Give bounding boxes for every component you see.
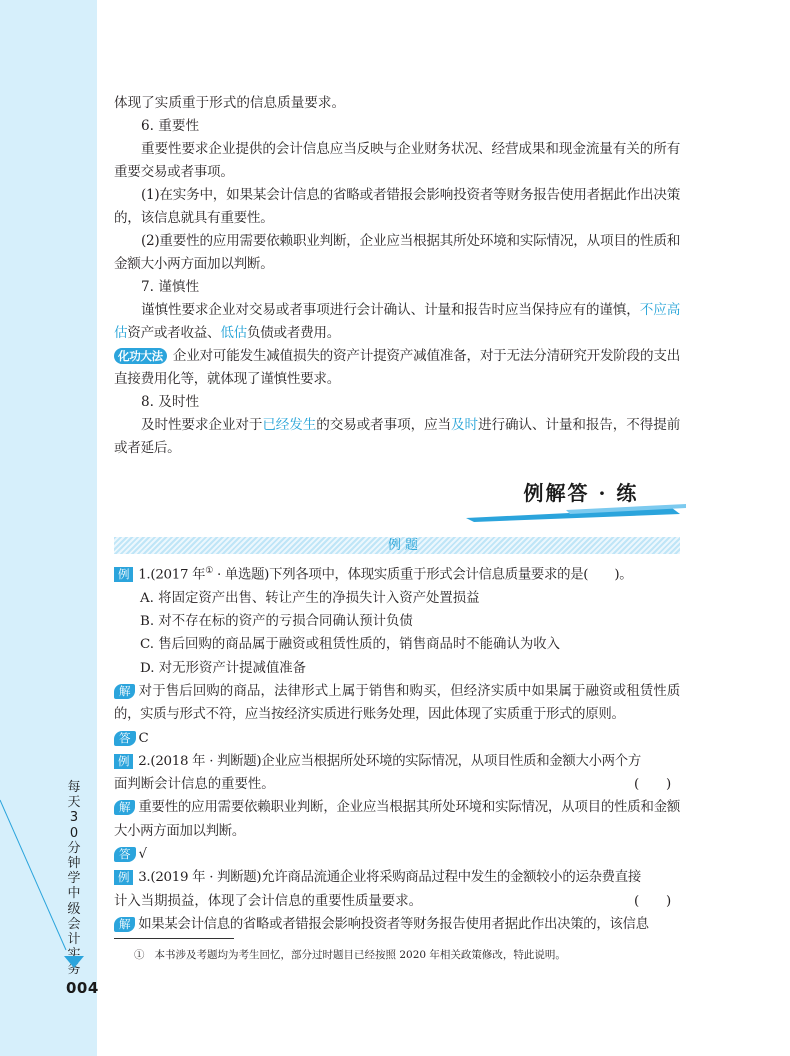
example-tag: 例	[114, 870, 133, 885]
heading-importance: 6. 重要性	[141, 118, 200, 134]
footnote-mark: ①	[134, 949, 145, 961]
example-tag: 例	[114, 754, 133, 769]
footnote	[134, 947, 694, 963]
text: 进行确认、计量和报告，不得提前或者延后。	[114, 417, 680, 456]
question-2-cont	[114, 773, 680, 796]
text: 负债或者费用。	[246, 325, 341, 341]
paragraph: (1)在实务中，如果某会计信息的省略或者错报会影响投资者等财务报告使用者据此作出决策的，该信息就具有重要性。	[114, 187, 680, 226]
paragraph: (2)重要性的应用需要依赖职业判断，企业应当根据其所处环境和实际情况，从项目的性质和金额大小两方面加以判断。	[114, 233, 680, 272]
answer-parentheses: ( )	[634, 893, 672, 909]
footnote-text: 本书涉及考题均为考生回忆，部分过时题目已经按照 2020 年相关政策修改，特此说明。	[154, 949, 566, 961]
question-number: 2.	[138, 753, 151, 769]
question-2	[114, 750, 680, 773]
highlight-text: 已经发生	[262, 417, 317, 433]
text: 资产或者收益、	[127, 325, 221, 341]
question-stem: 计入当期损益，体现了会计信息的重要性质量要求。	[114, 893, 422, 909]
answer-parentheses: ( )	[634, 777, 672, 793]
question-source: · 单选题)	[213, 567, 270, 583]
page-number: 004	[66, 979, 99, 997]
question-stem: 面判断会计信息的重要性。	[114, 777, 275, 793]
answer-value: C	[138, 730, 149, 746]
example-tag: 例	[114, 567, 133, 582]
explanation-text: 如果某会计信息的省略或者错报会影响投资者等财务报告使用者据此作出决策的，该信息	[138, 916, 649, 932]
tip-paragraph	[114, 345, 680, 391]
answer-tag: 答	[114, 731, 136, 746]
heading-prudence: 7. 谨慎性	[141, 279, 200, 295]
triangle-down-icon	[64, 956, 84, 968]
explanation	[114, 913, 680, 936]
explanation	[114, 796, 680, 843]
book-title-vertical: 每天30分钟学中级会计实务	[67, 780, 81, 978]
section-label: 例 题	[387, 538, 419, 553]
explanation-text: 重要性的应用需要依赖职业判断，企业应当根据其所处环境和实际情况，从项目的性质和金额大小两方面加以判断。	[114, 800, 680, 839]
heading-timeliness: 8. 及时性	[141, 394, 200, 410]
text: 及时性要求企业对于	[141, 417, 263, 433]
question-3-cont	[114, 890, 680, 913]
section-banner-title: 例解答 · 练	[523, 481, 639, 505]
paragraph: 体现了实质重于形式的信息质量要求。	[114, 95, 346, 111]
paragraph	[114, 414, 680, 460]
answer-value: √	[138, 847, 148, 863]
explanation-text: 对于售后回购的商品，法律形式上属于销售和购买，但经济实质中如果属于融资或租赁性质的，实质与形式不符，应当按经济实质进行账务处理，因此体现了实质重于形式的原则。	[114, 683, 680, 723]
question-3	[114, 866, 680, 889]
footnote-rule	[114, 938, 234, 939]
text: 谨慎性要求企业对交易或者事项进行会计确认、计量和报告时应当保持应有的谨慎，	[141, 302, 640, 318]
highlight-text: 及时	[451, 417, 478, 433]
option: A. 将固定资产出售、转让产生的净损失计入资产处置损益	[140, 590, 480, 606]
question-number: 1.	[138, 567, 151, 583]
question-1	[114, 560, 680, 587]
question-source: (2018 年 · 判断题)	[150, 753, 262, 769]
text: 的交易或者事项，应当	[316, 417, 452, 433]
solution-tag: 解	[114, 684, 135, 699]
highlight-text: 低估	[220, 325, 247, 341]
option: C. 售后回购的商品属于融资或租赁性质的，销售商品时不能确认为收入	[140, 637, 560, 653]
paragraph: 重要性要求企业提供的会计信息应当反映与企业财务状况、经营成果和现金流量有关的所有重要交易或者事项。	[114, 141, 680, 180]
option: B. 对不存在标的资产的亏损合同确认预计负债	[140, 614, 413, 630]
text: 企业对可能发生减值损失的资产计提资产减值准备，对于无法分清研究开发阶段的支出直接费用化等，就体现了谨慎性要求。	[114, 348, 680, 387]
tip-badge: 化功大法	[114, 348, 167, 364]
answer	[114, 843, 680, 866]
answer-tag: 答	[114, 847, 136, 862]
question-stem: 下列各项中，体现实质重于形式会计信息质量要求的是( )。	[269, 567, 633, 583]
examples	[114, 560, 680, 936]
question-number: 3.	[138, 870, 151, 886]
option: D. 对无形资产计提减值准备	[140, 660, 307, 676]
question-stem: 允许商品流通企业将采购商品过程中发生的金额较小的运杂费直接	[261, 870, 641, 886]
explanation	[114, 680, 680, 727]
question-stem: 企业应当根据所处环境的实际情况，从项目性质和金额大小两个方	[261, 753, 641, 769]
question-source: (2017 年	[150, 567, 206, 583]
main-text	[114, 92, 680, 460]
highlight-text: 不应高估	[114, 302, 680, 341]
solution-tag: 解	[114, 917, 135, 932]
paragraph	[114, 299, 680, 345]
question-source: (2019 年 · 判断题)	[150, 870, 262, 886]
answer	[114, 727, 680, 750]
solution-tag: 解	[114, 800, 135, 815]
footnote-ref: ①	[205, 566, 214, 576]
